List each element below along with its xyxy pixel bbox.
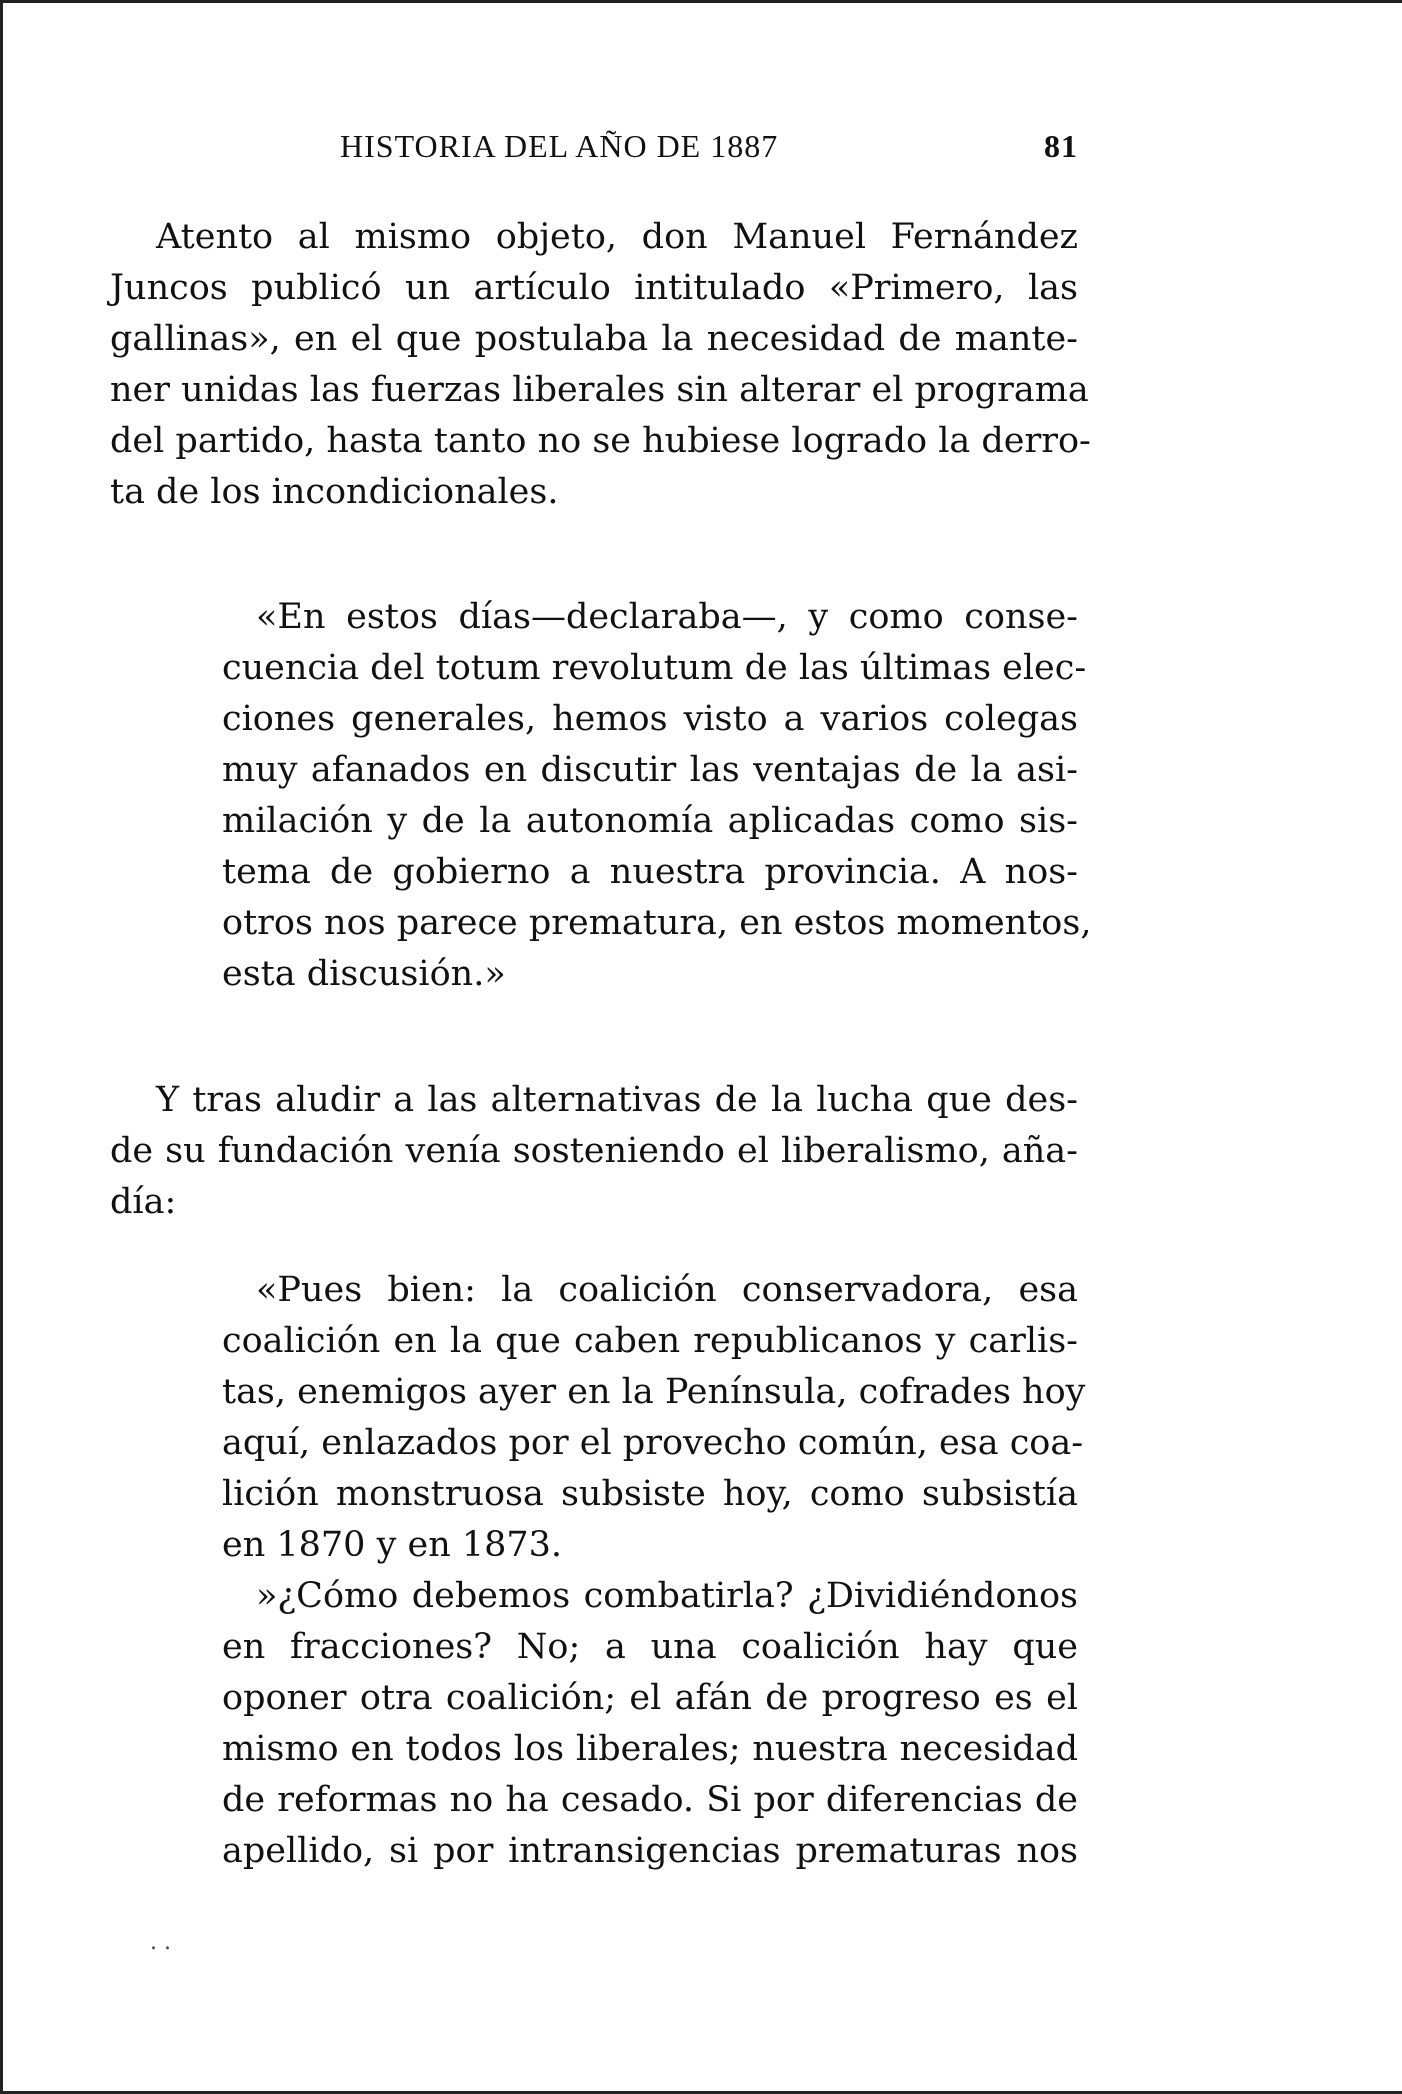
text-line: »¿Cómo debemos combatirla? ¿Dividiéndonos <box>256 1576 1078 1616</box>
stray-marks: . . <box>150 1930 171 1955</box>
text-line: otros nos parece prematura, en estos momentos, <box>222 903 1092 943</box>
page-border-left <box>0 0 3 2094</box>
text-line: de reformas no ha cesado. Si por diferencias de <box>222 1780 1078 1820</box>
page-border-top <box>0 0 1402 3</box>
quote-1 <box>222 592 1092 1000</box>
text-line: Juncos publicó un artículo intitulado «Primero, las <box>110 268 1078 308</box>
text-line: Atento al mismo objeto, don Manuel Fernández <box>156 217 1078 257</box>
quote-3 <box>222 1571 1078 1877</box>
paragraph-1 <box>110 212 1091 518</box>
text-line: aquí, enlazados por el provecho común, esa coa- <box>222 1423 1084 1463</box>
text-line: de su fundación venía sosteniendo el liberalismo, aña- <box>110 1131 1078 1171</box>
text-line: gallinas», en el que postulaba la necesidad de mante- <box>110 319 1078 359</box>
text-line: oponer otra coalición; el afán de progreso es el <box>222 1678 1078 1718</box>
text-line: ta de los incondicionales. <box>110 472 559 512</box>
text-line: ner unidas las fuerzas liberales sin alterar el programa <box>110 370 1089 410</box>
running-head <box>110 128 1078 168</box>
text-line: Y tras aludir a las alternativas de la lucha que des- <box>156 1080 1078 1120</box>
text-line: día: <box>110 1182 177 1222</box>
text-line: esta discusión.» <box>222 954 506 994</box>
running-title: HISTORIA DEL AÑO DE 1887 <box>340 128 779 164</box>
text-line: apellido, si por intransigencias prematuras nos <box>222 1831 1078 1871</box>
text-line: «Pues bien: la coalición conservadora, esa <box>256 1270 1078 1310</box>
text-line: tas, enemigos ayer en la Península, cofrades hoy <box>222 1372 1086 1412</box>
text-line: coalición en la que caben republicanos y carlis- <box>222 1321 1078 1361</box>
text-line: lición monstruosa subsiste hoy, como subsistía <box>222 1474 1078 1514</box>
text-line: mismo en todos los liberales; nuestra necesidad <box>222 1729 1078 1769</box>
text-line: ciones generales, hemos visto a varios colegas <box>222 699 1078 739</box>
text-line: milación y de la autonomía aplicadas como sis- <box>222 801 1078 841</box>
text-line: tema de gobierno a nuestra provincia. A nos- <box>222 852 1078 892</box>
text-line: cuencia del totum revolutum de las últimas elec- <box>222 648 1087 688</box>
text-line: en fracciones? No; a una coalición hay que <box>222 1627 1078 1667</box>
text-line: en 1870 y en 1873. <box>222 1525 563 1565</box>
paragraph-2 <box>110 1075 1078 1228</box>
text-line: «En estos días—declaraba—, y como conse- <box>256 597 1078 637</box>
text-line: muy afanados en discutir las ventajas de la asi- <box>222 750 1078 790</box>
quote-2 <box>222 1265 1086 1571</box>
text-line: del partido, hasta tanto no se hubiese logrado la derro- <box>110 421 1091 461</box>
page-number: 81 <box>1044 128 1078 164</box>
